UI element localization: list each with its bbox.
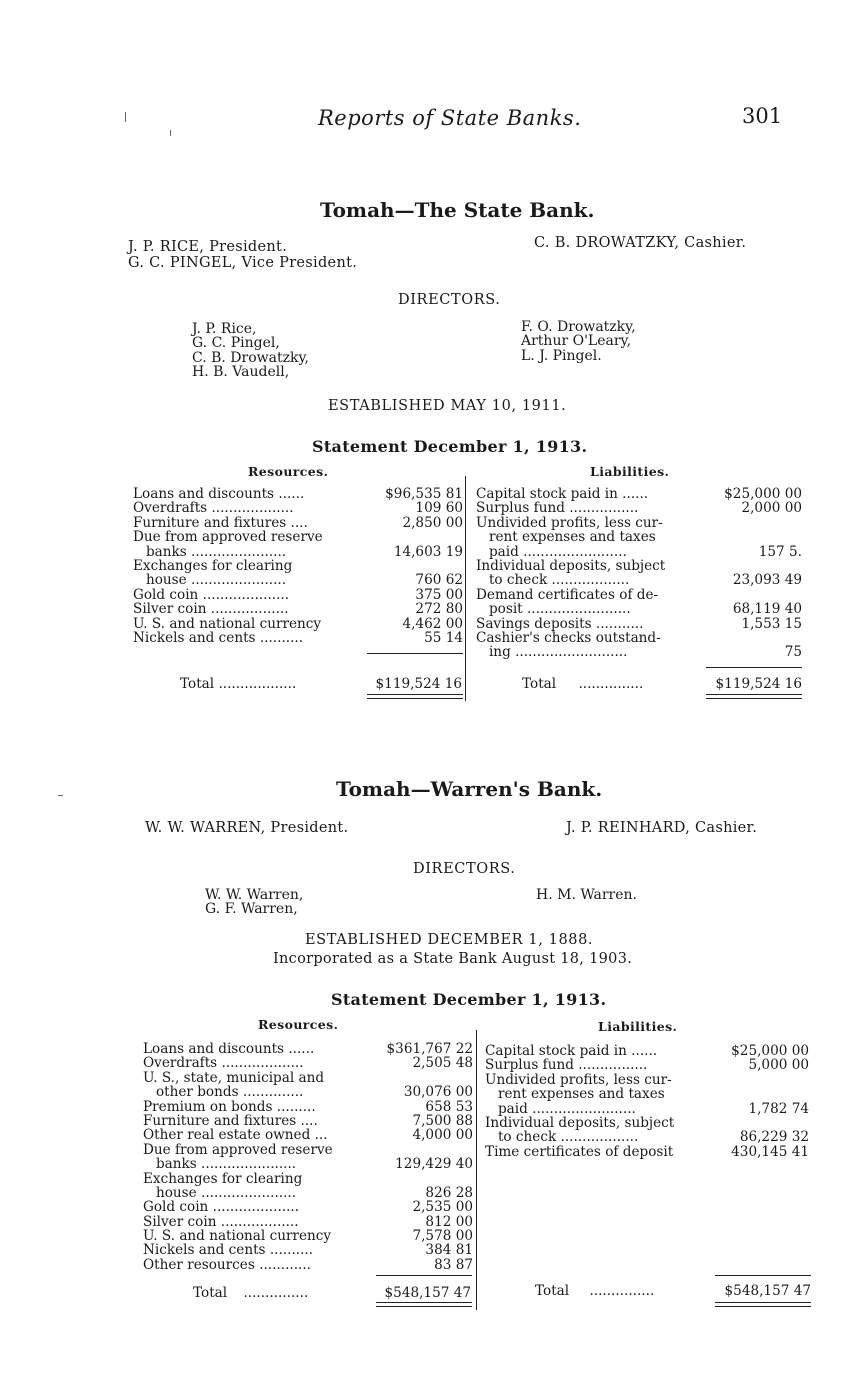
row-label: Loans and discounts ...... [143, 1041, 315, 1057]
row-label: U. S., state, municipal and [143, 1069, 325, 1086]
statement-row [133, 487, 463, 501]
officer-president: W. W. WARREN, President. [145, 820, 349, 836]
row-amount: 68,119 40 [732, 601, 802, 618]
row-amount: $25,000 00 [731, 1043, 809, 1059]
statement-row [485, 1145, 809, 1159]
row-label: banks ...................... [133, 543, 287, 560]
row-amount: 157 5. [758, 543, 802, 560]
statement-row [143, 1172, 473, 1186]
bank2-established: ESTABLISHED DECEMBER 1, 1888. [305, 932, 594, 948]
statement-row [143, 1215, 473, 1229]
bank1-liabilities-double-rule [706, 694, 802, 699]
row-label: Surplus fund ................ [485, 1057, 648, 1074]
row-amount: 23,093 49 [732, 572, 802, 589]
row-label: Furniture and fixtures .... [133, 514, 308, 531]
bank1-directors-heading: DIRECTORS. [398, 292, 501, 308]
bank1-liabilities-sum-rule [706, 667, 802, 668]
row-label: Nickels and cents .......... [143, 1242, 314, 1259]
statement-row [485, 1087, 809, 1101]
statement-row [143, 1114, 473, 1128]
row-amount: 1,782 74 [748, 1100, 809, 1117]
statement-row [476, 602, 802, 616]
bank2-directors-heading: DIRECTORS. [413, 861, 516, 877]
row-label: Demand certificates of de- [476, 586, 659, 603]
row-label: Surplus fund ................ [476, 500, 639, 517]
row-label: Other real estate owned ... [143, 1127, 328, 1144]
row-label: house ...................... [133, 572, 287, 589]
bank2-statement-title: Statement December 1, 1913. [331, 990, 607, 1009]
row-label: Exchanges for clearing [133, 557, 293, 574]
row-amount: 7,500 88 [412, 1112, 473, 1129]
statement-row [476, 645, 802, 659]
row-amount: 2,505 48 [412, 1055, 473, 1072]
statement-row [143, 1085, 473, 1099]
bank1-title: Tomah—The State Bank. [320, 198, 595, 222]
director: F. O. Drowatzky, [521, 319, 636, 335]
statement-row [143, 1042, 473, 1056]
bank2-incorporated: Incorporated as a State Bank August 18, 1903. [273, 951, 633, 967]
row-label: Undivided profits, less cur- [476, 514, 663, 531]
row-label: paid ........................ [485, 1100, 636, 1117]
row-label: to check .................. [476, 572, 630, 589]
statement-row [476, 516, 802, 530]
row-label: Undivided profits, less cur- [485, 1071, 672, 1088]
statement-row [476, 588, 802, 602]
statement-row [476, 559, 802, 573]
row-label: ing .......................... [476, 644, 628, 661]
statement-row [133, 545, 463, 559]
row-amount: 272 80 [415, 601, 463, 618]
bank1-liabilities-list [476, 487, 802, 660]
row-label: Individual deposits, subject [485, 1114, 675, 1131]
row-amount: 1,553 15 [741, 615, 802, 632]
row-amount: 2,000 00 [741, 500, 802, 517]
row-label: U. S. and national currency [143, 1228, 332, 1245]
statement-row [476, 501, 802, 515]
bank1-resources-list [133, 487, 463, 645]
bank2-liabilities-double-rule [715, 1302, 811, 1307]
row-amount: 5,000 00 [748, 1057, 809, 1074]
row-amount: 129,429 40 [395, 1156, 473, 1173]
bank2-liabilities-list [485, 1044, 809, 1159]
row-label: Furniture and fixtures .... [143, 1112, 318, 1129]
row-amount: 109 60 [415, 500, 463, 517]
statement-row [143, 1128, 473, 1142]
row-label: Nickels and cents .......... [133, 629, 304, 646]
row-amount: 2,535 00 [412, 1199, 473, 1216]
director: G. C. Pingel, [192, 335, 280, 352]
statement-row [133, 602, 463, 616]
bank1-directors-right [521, 320, 636, 363]
director: J. P. Rice, [192, 321, 257, 337]
row-amount: $25,000 00 [724, 486, 802, 502]
row-amount: 826 28 [425, 1184, 473, 1201]
statement-row [133, 617, 463, 631]
row-amount: 30,076 00 [403, 1084, 473, 1101]
statement-row [143, 1071, 473, 1085]
statement-row [485, 1116, 809, 1130]
row-amount: 55 14 [424, 629, 463, 646]
bank2-column-divider [476, 1030, 477, 1310]
row-label: Gold coin .................... [143, 1199, 300, 1216]
director: H. M. Warren. [536, 887, 638, 903]
row-amount: 658 53 [425, 1098, 473, 1115]
row-amount: 14,603 19 [393, 543, 463, 560]
statement-row [476, 545, 802, 559]
row-label: Gold coin .................... [133, 586, 290, 603]
statement-row [143, 1100, 473, 1114]
row-label: Premium on bonds ......... [143, 1098, 316, 1115]
statement-row [143, 1056, 473, 1070]
row-label: Due from approved reserve [133, 529, 323, 546]
bank1-resources-double-rule [367, 694, 463, 699]
statement-row [485, 1058, 809, 1072]
statement-row [476, 617, 802, 631]
scan-mark [125, 112, 126, 122]
director: L. J. Pingel. [521, 347, 602, 364]
statement-row [143, 1186, 473, 1200]
statement-row [133, 573, 463, 587]
bank2-resources-double-rule [376, 1302, 472, 1307]
row-label: Due from approved reserve [143, 1141, 333, 1158]
row-amount: 430,145 41 [731, 1143, 809, 1160]
statement-row [476, 631, 802, 645]
statement-row [133, 516, 463, 530]
statement-row [133, 501, 463, 515]
statement-row [133, 559, 463, 573]
bank2-title: Tomah—Warren's Bank. [336, 777, 603, 801]
row-amount: $361,767 22 [386, 1041, 473, 1057]
row-label: Exchanges for clearing [143, 1170, 303, 1187]
bank2-directors-right [536, 888, 637, 902]
statement-row [476, 487, 802, 501]
row-amount: 4,462 00 [402, 615, 463, 632]
statement-row [476, 530, 802, 544]
statement-row [143, 1229, 473, 1243]
bank1-liabilities-heading: Liabilities. [590, 464, 670, 479]
row-amount: 375 00 [415, 586, 463, 603]
row-label: Loans and discounts ...... [133, 486, 305, 502]
director: W. W. Warren, [205, 887, 304, 903]
bank1-resources-sum-rule [367, 653, 463, 654]
officer-cashier: C. B. DROWATZKY, Cashier. [534, 235, 747, 251]
row-amount: 83 87 [434, 1256, 473, 1273]
row-amount: 760 62 [415, 572, 463, 589]
statement-row [143, 1157, 473, 1171]
statement-row [133, 588, 463, 602]
bank1-liabilities-total: $119,524 16 [715, 676, 802, 692]
row-label: Individual deposits, subject [476, 557, 666, 574]
statement-row [143, 1143, 473, 1157]
officer-cashier: J. P. REINHARD, Cashier. [566, 820, 758, 836]
bank2-resources-sum-rule [376, 1275, 472, 1276]
statement-row [485, 1073, 809, 1087]
running-head: Reports of State Banks. [318, 106, 582, 130]
row-label: Capital stock paid in ...... [476, 486, 649, 502]
row-label: U. S. and national currency [133, 615, 322, 632]
officer-president: J. P. RICE, President. [128, 239, 288, 255]
bank2-resources-total: $548,157 47 [384, 1285, 471, 1301]
statement-row [143, 1258, 473, 1272]
row-amount: $96,535 81 [385, 486, 463, 502]
bank2-liabilities-total: $548,157 47 [724, 1283, 811, 1299]
bank1-resources-total-label: Total .................. [180, 676, 297, 692]
row-label: Overdrafts ................... [133, 500, 294, 517]
row-amount: 384 81 [425, 1242, 473, 1259]
bank1-liabilities-total-label: Total ............... [522, 676, 644, 692]
row-label: Capital stock paid in ...... [485, 1043, 658, 1059]
bank2-liabilities-total-label: Total ............... [535, 1283, 655, 1299]
row-label: Savings deposits ........... [476, 615, 644, 632]
bank1-officers-left [128, 239, 357, 271]
bank2-directors-left [205, 888, 303, 917]
row-label: paid ........................ [476, 543, 627, 560]
row-amount: 2,850 00 [402, 514, 463, 531]
director: H. B. Vaudell, [192, 364, 290, 381]
row-label: Overdrafts ................... [143, 1055, 304, 1072]
statement-row [485, 1102, 809, 1116]
row-label: posit ........................ [476, 601, 631, 618]
statement-row [143, 1200, 473, 1214]
row-amount: 75 [784, 644, 802, 661]
bank2-resources-list [143, 1042, 473, 1272]
bank2-liabilities-heading: Liabilities. [598, 1019, 678, 1034]
bank1-established: ESTABLISHED MAY 10, 1911. [328, 398, 567, 414]
row-label: rent expenses and taxes [485, 1086, 665, 1103]
scan-mark [170, 130, 171, 136]
statement-row [485, 1130, 809, 1144]
bank1-statement-title: Statement December 1, 1913. [312, 437, 588, 456]
bank2-liabilities-sum-rule [715, 1275, 811, 1276]
row-label: house ...................... [143, 1184, 297, 1201]
bank1-column-divider [465, 476, 466, 701]
bank1-directors-left [192, 322, 309, 380]
row-label: Other resources ............ [143, 1256, 311, 1273]
row-label: other bonds .............. [143, 1084, 304, 1101]
bank2-resources-total-label: Total ............... [193, 1285, 309, 1301]
row-label: rent expenses and taxes [476, 529, 656, 546]
bank1-resources-heading: Resources. [248, 464, 329, 479]
statement-row [485, 1044, 809, 1058]
bank1-resources-total: $119,524 16 [375, 676, 462, 692]
bank2-resources-heading: Resources. [258, 1017, 339, 1032]
row-amount: 812 00 [425, 1213, 473, 1230]
statement-row [476, 573, 802, 587]
statement-row [133, 631, 463, 645]
row-label: Silver coin .................. [143, 1213, 299, 1230]
statement-row [143, 1243, 473, 1257]
row-label: to check .................. [485, 1129, 639, 1146]
officer-vice-president: G. C. PINGEL, Vice President. [128, 255, 358, 271]
row-label: banks ...................... [143, 1156, 297, 1173]
row-label: Silver coin .................. [133, 601, 289, 618]
page-number: 301 [742, 104, 783, 128]
row-amount: 4,000 00 [412, 1127, 473, 1144]
row-amount: 7,578 00 [412, 1228, 473, 1245]
row-label: Cashier's checks outstand- [476, 629, 661, 646]
row-amount: 86,229 32 [739, 1129, 809, 1146]
statement-row [133, 530, 463, 544]
row-label: Time certificates of deposit [485, 1143, 674, 1160]
scan-mark [58, 795, 63, 796]
director: Arthur O'Leary, [521, 333, 632, 350]
director: C. B. Drowatzky, [192, 349, 309, 366]
director: G. F. Warren, [205, 901, 298, 918]
